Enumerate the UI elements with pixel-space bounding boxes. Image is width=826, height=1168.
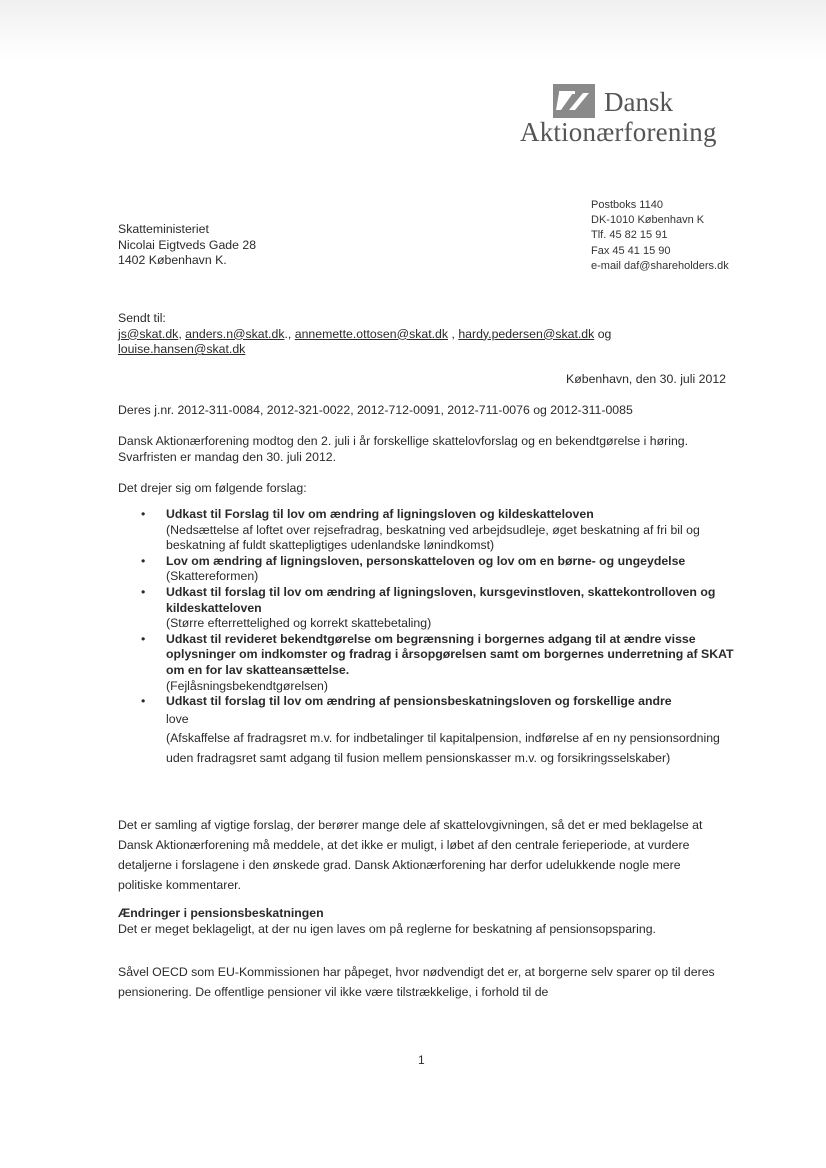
intro-paragraph: Dansk Aktionærforening modtog den 2. juli i år forskellige skattelovforslag og en bekendtgørelse i høring. Svarfristen er mandag den 30. juli 2012. [118,434,689,464]
sent-to-block [118,311,758,358]
email-link[interactable]: annemette.ottosen@skat.dk [294,326,449,341]
logo-text-line2: Aktionærforening [520,117,717,147]
list-item [118,507,738,554]
page-number: 1 [418,1053,425,1067]
proposal-title: Udkast til revideret bekendtgørelse om begrænsning i borgernes adgang til at ændre visse oplysninger om indkomster og fradrag i årsopgørelsen samt om borgernes underretning af SKAT om en for lav skatteansættelse. [166,631,734,677]
proposal-note: (Større efterrettelighed og korrekt skattebetaling) [166,616,432,631]
proposal-title: Udkast til forslag til lov om ændring af pensionsbeskatningsloven og forskellige andre [166,694,672,709]
sender-line: Fax 45 41 15 90 [591,244,671,257]
list-item [118,632,738,694]
proposal-note: (Afskaffelse af fradragsret m.v. for indbetalinger til kapitalpension, indførelse af en ny pensionsordning uden fradragsret samt adgang til fusion mellem pensionskasser m.v. og forsikringsselskaber) [166,731,720,765]
sent-to-emails [118,327,758,358]
logo-mark-icon [553,84,595,118]
recipient-address [118,222,256,269]
bullet-icon: • [141,553,146,568]
list-intro: Det drejer sig om følgende forslag: [118,481,307,495]
logo-text-line1: Dansk [604,87,673,117]
proposal-note: (Skattereformen) [166,569,259,584]
email-link[interactable]: louise.hansen@skat.dk [118,342,246,357]
separator: og [597,326,612,341]
proposal-list [118,507,738,768]
proposal-note: (Fejlåsningsbekendtgørelsen) [166,678,328,693]
separator: , [451,326,455,341]
recipient-line: Skatteministeriet [118,222,209,236]
sender-address [591,198,729,274]
email-link[interactable]: js@skat.dk [118,326,179,341]
list-item [118,554,738,585]
sender-line: DK-1010 København K [591,214,705,227]
bullet-icon: • [141,584,146,599]
list-item [118,585,738,632]
bullet-icon: • [141,507,146,521]
separator: ., [284,326,292,341]
bullet-icon: • [141,631,146,646]
logo [520,84,730,154]
proposal-title: Lov om ændring af ligningsloven, personskatteloven og lov om en børne- og ungeydelse [166,553,686,568]
scan-shadow [0,0,826,60]
sender-line: Postboks 1140 [591,199,663,211]
sent-to-label: Sendt til: [118,311,166,325]
proposal-title: Udkast til forslag til lov om ændring af ligningsloven, kursgevinstloven, skattekontrolloven og kildeskatteloven [166,584,716,615]
list-item [118,694,738,768]
email-link[interactable]: anders.n@skat.dk [185,326,285,341]
proposal-title-continued: love [166,711,189,726]
date-line: København, den 30. juli 2012 [566,372,726,386]
paragraph: Det er meget beklageligt, at der nu igen laves om på reglerne for beskatning af pensionsopsparing. [118,922,656,936]
bullet-icon: • [141,694,146,709]
recipient-line: 1402 København K. [118,253,227,268]
section-heading: Ændringer i pensionsbeskatningen [118,906,324,920]
paragraph: Såvel OECD som EU-Kommissionen har påpeget, hvor nødvendigt det er, at borgerne selv sparer op til deres pensionering. De offentlige pensioner vil ikke være tilstrækkelige, i forhold til de [118,965,715,999]
reference-line: Deres j.nr. 2012-311-0084, 2012-321-0022, 2012-712-0091, 2012-711-0076 og 2012-311-0085 [118,403,633,417]
proposal-note: (Nedsættelse af loftet over rejsefradrag, beskatning ved arbejdsudleje, øget beskatning af fri bil og beskatning af fuldt skattepligtiges udenlandske lønindkomst) [166,522,700,553]
paragraph: Det er samling af vigtige forslag, der berører mange dele af skattelovgivningen, så det er med beklagelse at Dansk Aktionærforening må meddele, at det ikke er muligt, i løbet af den centrale ferieperiode, at vurdere detaljerne i forslagene i den ønskede grad. Dansk Aktionærforening har derfor udelukkende nogle mere politiske kommentarer. [118,818,703,892]
sender-line: Tlf. 45 82 15 91 [591,229,668,242]
sender-email: e-mail daf@shareholders.dk [591,259,729,272]
email-link[interactable]: hardy.pedersen@skat.dk [458,326,595,341]
proposal-title: Udkast til Forslag til lov om ændring af ligningsloven og kildeskatteloven [166,507,594,521]
recipient-line: Nicolai Eigtveds Gade 28 [118,237,257,252]
separator: , [178,326,182,341]
